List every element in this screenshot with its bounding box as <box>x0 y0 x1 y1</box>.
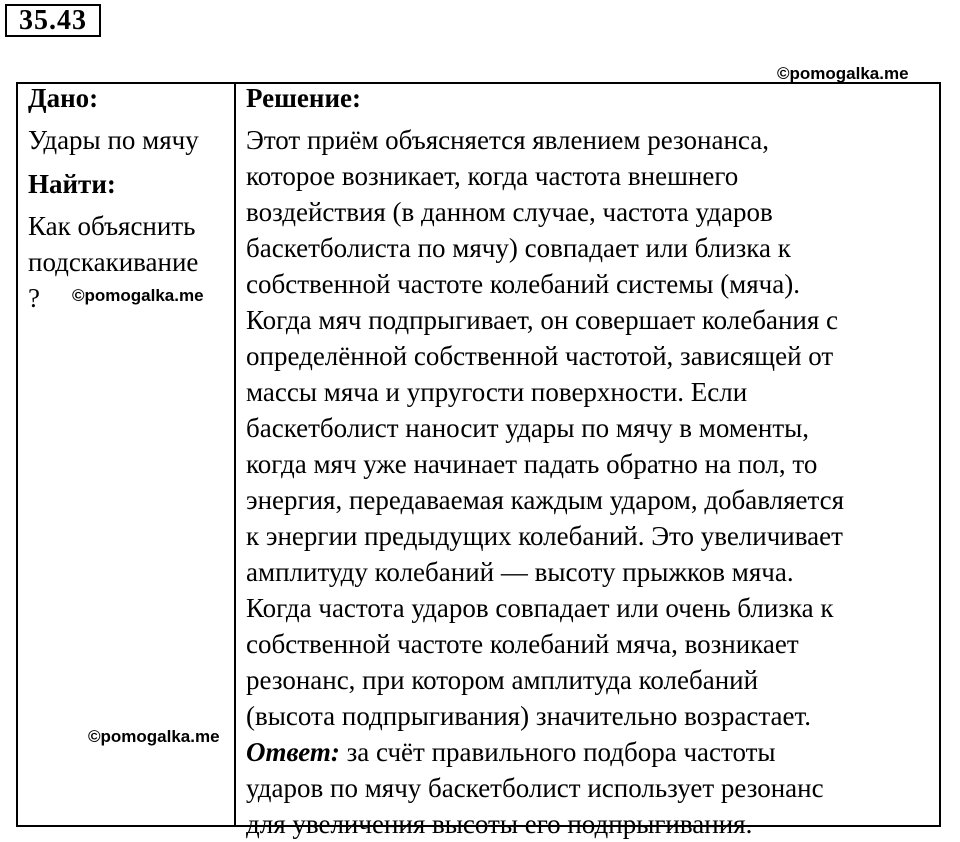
problem-number: 35.43 <box>5 4 101 37</box>
solution-line: воздействия (в данном случае, частота ударов <box>246 197 773 227</box>
solution-line: определённой собственной частотой, зависящей от <box>246 341 834 371</box>
find-line: подскакивание <box>28 247 199 277</box>
find-line: Как объяснить <box>28 211 196 241</box>
answer-line: для увеличения высоты его подпрыгивания. <box>246 809 753 839</box>
solution-line: массы мяча и упругости поверхности. Если <box>246 377 748 407</box>
answer-text: за счёт правильного подбора частоты <box>339 737 776 767</box>
solution-line: амплитуду колебаний — высоту прыжков мяча. <box>246 557 794 587</box>
solution-body <box>246 122 936 842</box>
find-heading: Найти: <box>28 169 116 199</box>
watermark: ©pomogalka.me <box>88 727 220 746</box>
solution-line: энергия, передаваемая каждым ударом, добавляется <box>246 485 845 515</box>
find-line: ? <box>28 283 40 313</box>
solution-line: которое возникает, когда частота внешнего <box>246 161 739 191</box>
solution-line: собственной частоте колебаний системы (мяча). <box>246 269 800 299</box>
solution-line: Этот приём объясняется явлением резонанса, <box>246 125 769 155</box>
given-heading: Дано: <box>28 83 99 113</box>
watermark: ©pomogalka.me <box>777 64 909 83</box>
answer-label: Ответ: <box>246 737 340 767</box>
solution-line: резонанс, при котором амплитуда колебаний <box>246 665 759 695</box>
column-divider <box>234 82 236 827</box>
given-text: Удары по мячу <box>28 125 199 155</box>
watermark: ©pomogalka.me <box>72 286 204 305</box>
solution-heading: Решение: <box>246 83 361 113</box>
solution-line: к энергии предыдущих колебаний. Это увеличивает <box>246 521 843 551</box>
answer-line: ударов по мячу баскетболист использует резонанс <box>246 773 824 803</box>
solution-line: Когда частота ударов совпадает или очень близка к <box>246 593 834 623</box>
solution-line: собственной частоте колебаний мяча, возникает <box>246 629 799 659</box>
solution-line: Когда мяч подпрыгивает, он совершает колебания с <box>246 305 839 335</box>
solution-line: (высота подпрыгивания) значительно возрастает. <box>246 701 811 731</box>
answer-line <box>246 734 936 770</box>
solution-line: баскетболист наносит удары по мячу в моменты, <box>246 413 810 443</box>
solution-line: баскетболиста по мячу) совпадает или близка к <box>246 233 791 263</box>
solution-line: когда мяч уже начинает падать обратно на пол, то <box>246 449 818 479</box>
